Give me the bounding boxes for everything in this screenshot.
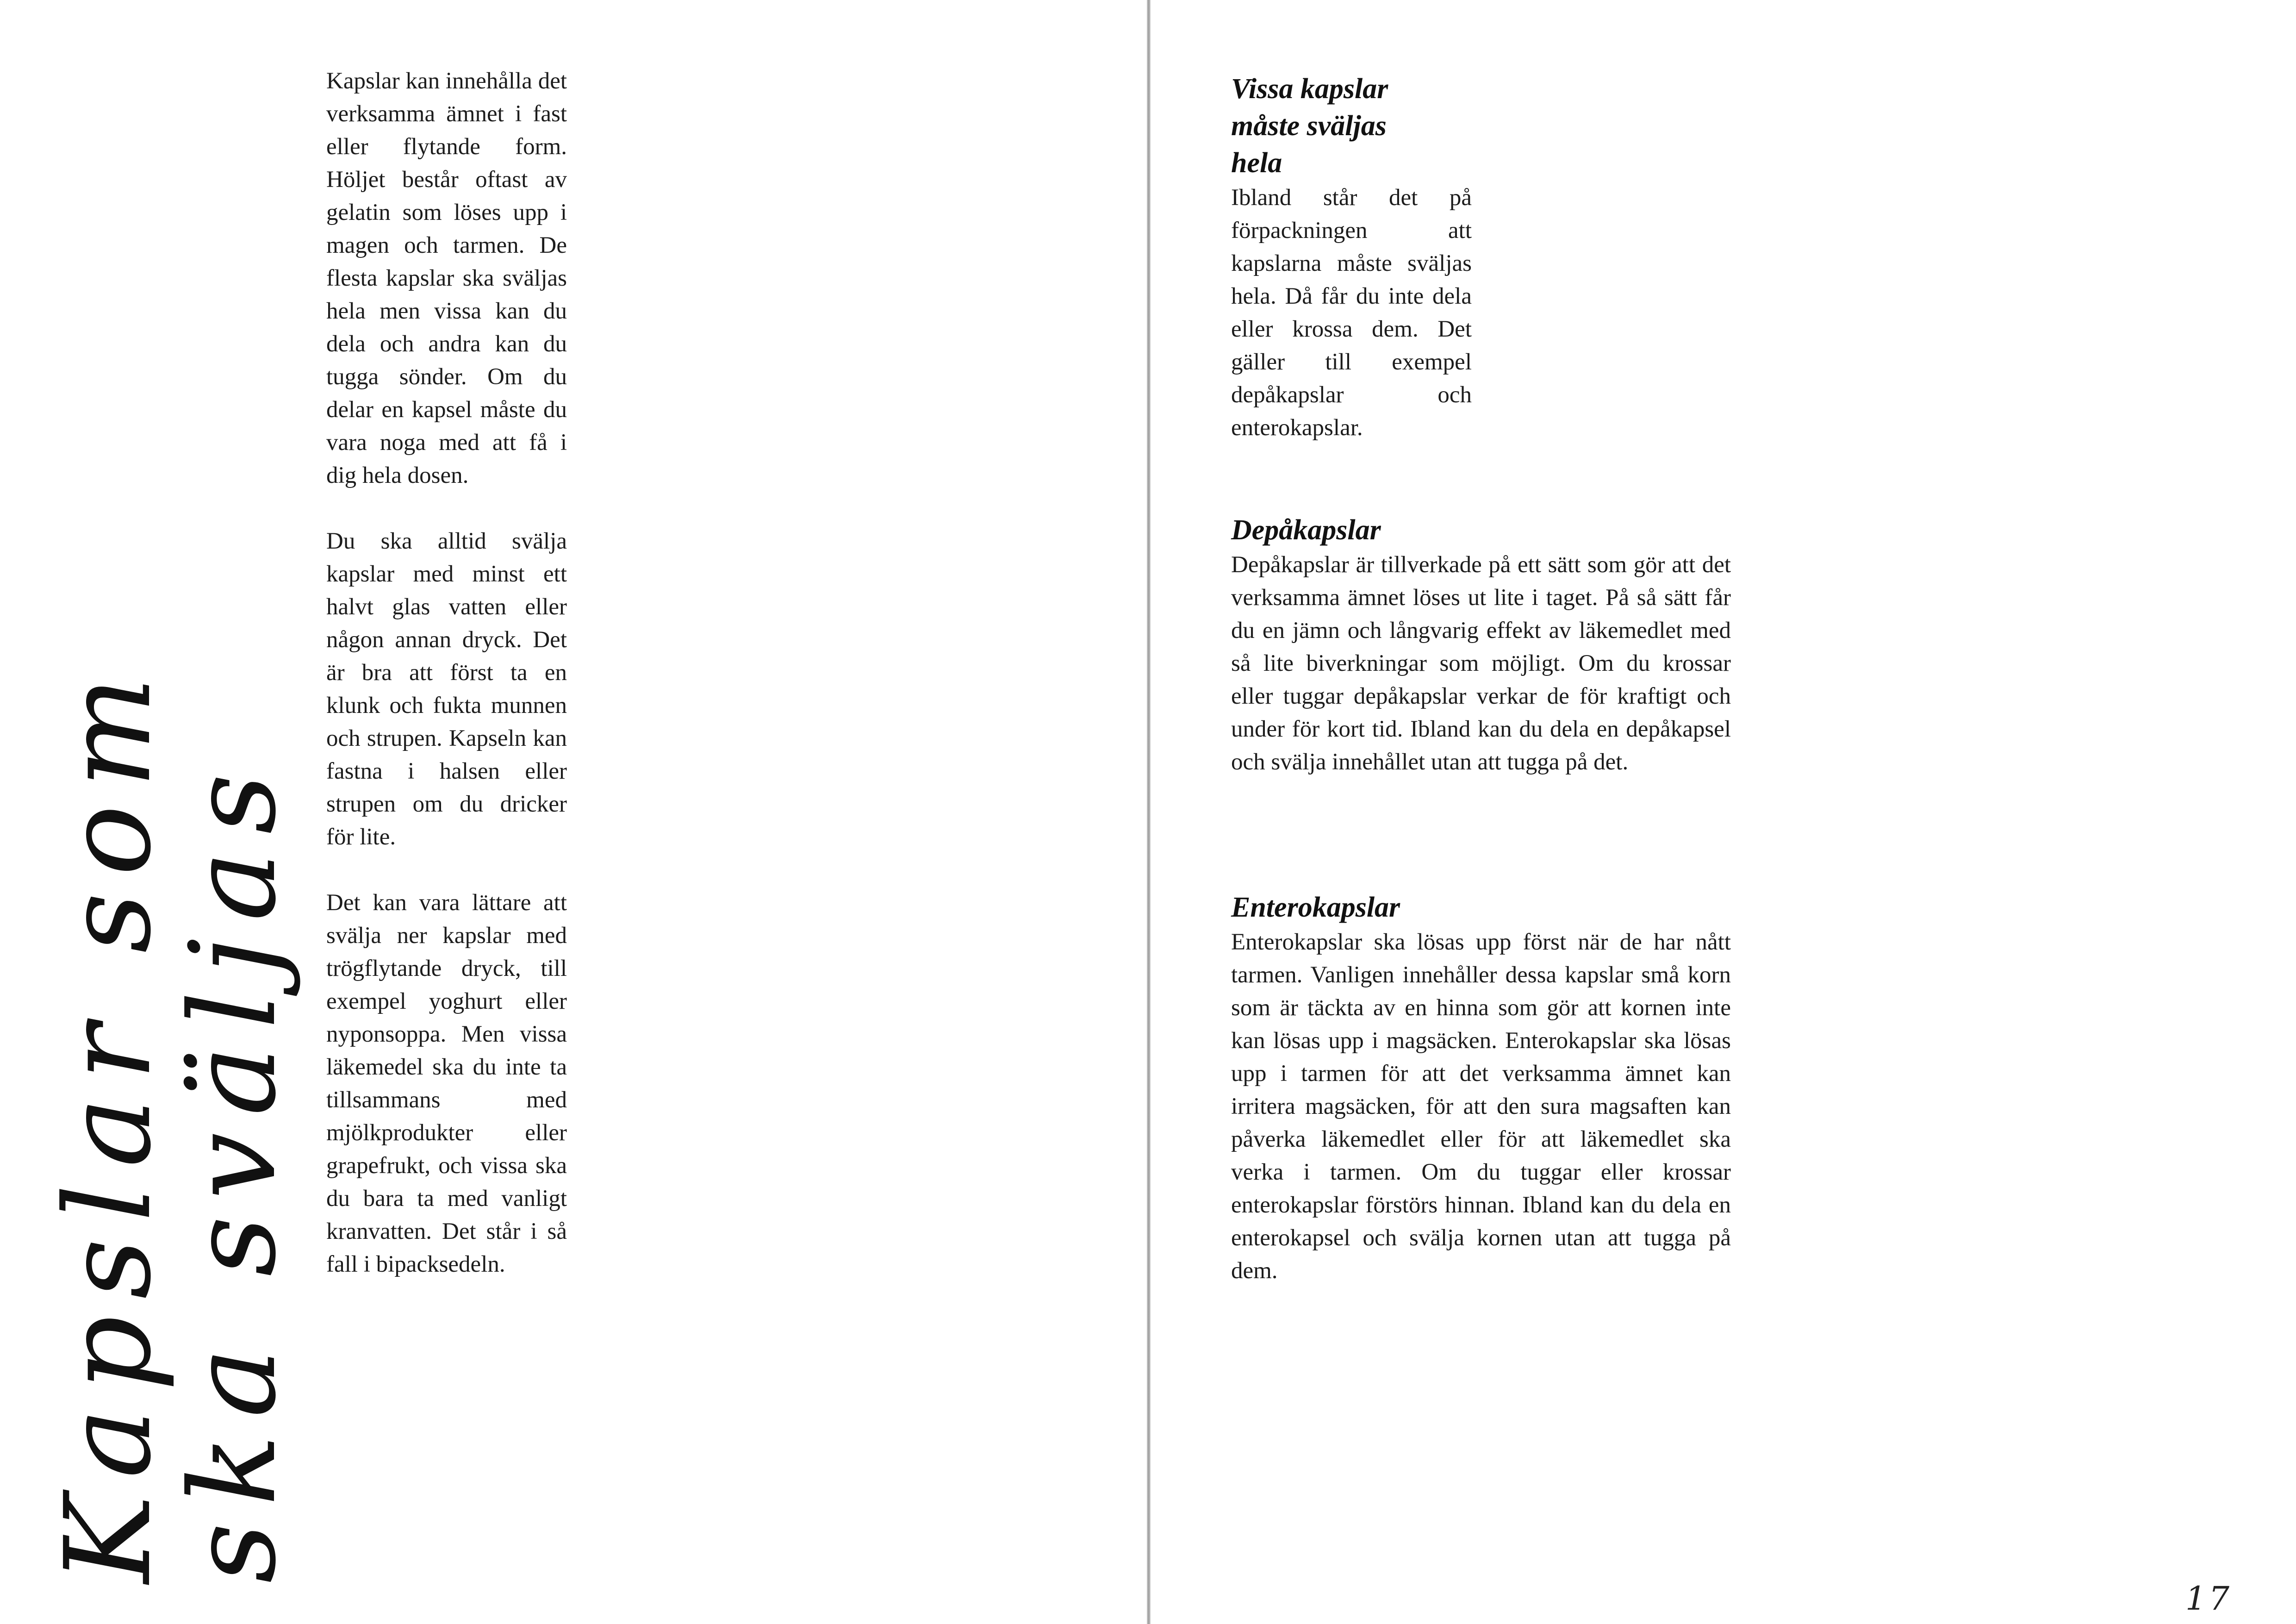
- title-line-1: Kapslar som: [40, 659, 177, 1583]
- body-paragraph-2: Du ska alltid svälja kapslar med minst ett halvt glas vatten eller någon annan dryck. Det är bra att först ta en klunk och fukta munnen och strupen. Kapseln kan fastna i halsen eller strupen om du dricker för lite.: [326, 528, 567, 850]
- section-enteric-capsules: [1231, 889, 1731, 1287]
- section-heading: Vissa kapslar måste sväljas hela: [1231, 73, 1388, 179]
- section-body: Enterokapslar ska lösas upp först när de har nått tarmen. Vanligen innehåller dessa kapslar små korn som är täckta av en hinna som gör att kornen inte kan lösas upp i magsäcken. Enterokapslar ska lösas upp i tarmen för att det verksamma ämnet kan irritera magsäcken, för att den sura magsaften kan påverka läkemedlet eller för att läkemedlet ska verka i tarmen. Om du tuggar eller krossar enterokapslar förstörs hinnan. Ibland kan du dela en enterokapsel och svälja kornen utan att tugga på dem.: [1231, 929, 1731, 1284]
- title-line-2: ska sväljas: [165, 757, 302, 1583]
- title-text: [40, 56, 302, 1583]
- page-number: 17: [2185, 1580, 2233, 1618]
- left-body-column: [326, 65, 567, 1314]
- section-depot-capsules: [1231, 512, 1731, 779]
- section-whole-capsules: [1231, 70, 1472, 444]
- section-heading: Enterokapslar: [1231, 892, 1400, 923]
- section-heading: Depåkapslar: [1231, 514, 1381, 546]
- body-paragraph-3: Det kan vara lättare att svälja ner kapslar med trögflytande dryck, till exempel yoghurt eller nyponsoppa. Men vissa läkemedel ska du inte ta tillsammans med mjölkprodukter eller grapefrukt, och vissa ska du bara ta med vanligt kranvatten. Det står i så fall i bipacksedeln.: [326, 890, 567, 1277]
- section-body: Ibland står det på förpackningen att kapslarna måste sväljas hela. Då får du inte dela eller krossa dem. Det gäller till exempel depåkapslar och enterokapslar.: [1231, 185, 1472, 441]
- body-paragraph-1: Kapslar kan innehålla det verksamma ämnet i fast eller flytande form. Höljet består oftast av gelatin som löses upp i magen och tarmen. De flesta kapslar ska sväljas hela men vissa kan du dela och andra kan du tugga sönder. Om du delar en kapsel måste du vara noga med att få i dig hela dosen.: [326, 68, 567, 488]
- vertical-title: [42, 51, 301, 1588]
- page-gutter: [1147, 0, 1151, 1624]
- section-body: Depåkapslar är tillverkade på ett sätt som gör att det verksamma ämnet löses ut lite i taget. På så sätt får du en jämn och långvarig effekt av läkemedlet med så lite biverkningar som möjligt. Om du krossar eller tuggar depåkapslar verkar de för kraftigt och under för kort tid. Ibland kan du dela en depåkapsel och svälja innehållet utan att tugga på det.: [1231, 552, 1731, 775]
